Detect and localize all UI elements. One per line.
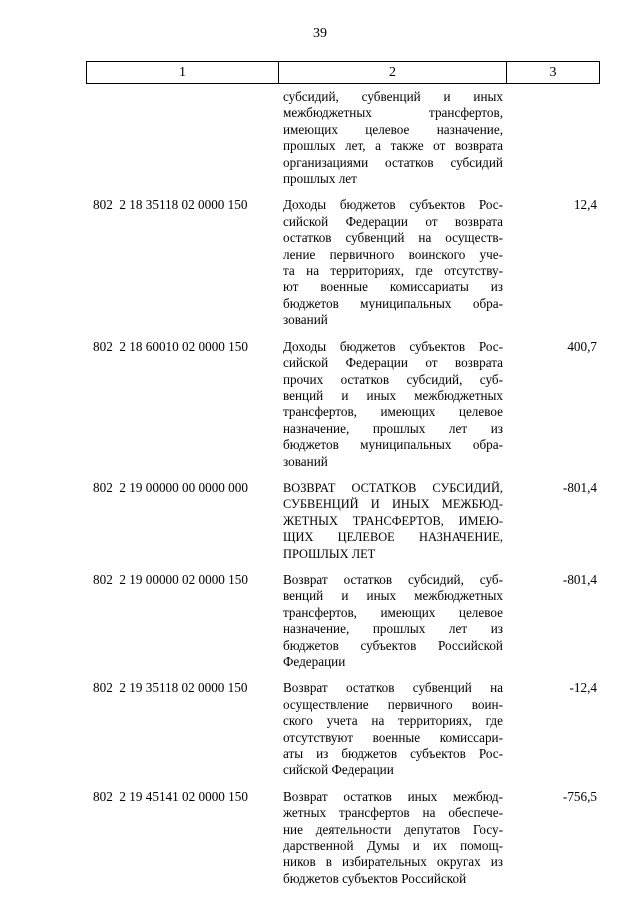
budget-code: 802 2 19 45141 02 0000 150 [93, 788, 248, 804]
description-line: сийской Федерации от возврата [283, 355, 503, 371]
table-row [0, 680, 640, 778]
budget-code: 802 2 19 00000 02 0000 150 [93, 571, 248, 587]
description-line: жетных трансфертов на обеспече- [283, 805, 503, 821]
description-line: венций и иных межбюджетных [283, 588, 503, 604]
description-line: ского учета на территориях, где [283, 713, 503, 729]
table-row [0, 197, 640, 328]
amount-value: -756,5 [562, 788, 597, 804]
description-line: назначение, прошлых лет из [283, 420, 503, 436]
description-line: та на территориях, где отсутству- [283, 263, 503, 279]
description-line: Возврат остатков субвенций на [283, 680, 503, 696]
table-row [0, 789, 640, 887]
description-line: дарственной Думы и их помощ- [283, 838, 503, 854]
description-line: ПРОШЛЫХ ЛЕТ [283, 546, 376, 561]
description-line: венций и иных межбюджетных [283, 387, 503, 403]
description-line: ление первичного воинского уче- [283, 246, 503, 262]
description-line: бюджетов субъектов Российской [283, 870, 467, 886]
description-line: межбюджетных трансфертов, [283, 105, 503, 121]
description-line: ников в избирательных округах из [283, 854, 503, 870]
revenue-description [283, 339, 503, 470]
description-line: Возврат остатков субсидий, суб- [283, 571, 503, 587]
description-line: Доходы бюджетов субъектов Рос- [283, 338, 503, 354]
description-line: аты из бюджетов субъектов Рос- [283, 746, 503, 762]
description-line: бюджетов муниципальных обра- [283, 437, 503, 453]
description-line: прошлых лет, а также от возврата [283, 138, 503, 154]
description-line: остатков субвенций на осуществ- [283, 230, 503, 246]
amount-value: -801,4 [562, 571, 597, 587]
table-row [0, 339, 640, 470]
description-line: ют военные комиссариаты из [283, 279, 503, 295]
table-row [0, 480, 640, 562]
description-line: сийской Федерации [283, 762, 394, 778]
revenue-description [283, 572, 503, 670]
description-line: прошлых лет [283, 171, 357, 187]
amount-value: 12,4 [573, 197, 597, 213]
description-line: зований [283, 453, 328, 469]
header-col-2: 2 [279, 62, 507, 83]
description-line: ние деятельности депутатов Госу- [283, 821, 503, 837]
budget-code: 802 2 19 35118 02 0000 150 [93, 680, 248, 696]
description-line: назначение, прошлых лет из [283, 621, 503, 637]
table-row [0, 89, 640, 187]
description-line: ЖЕТНЫХ ТРАНСФЕРТОВ, ИМЕЮ- [283, 513, 503, 528]
description-line: Возврат остатков иных межбюд- [283, 788, 503, 804]
description-line: прочих остатков субсидий, суб- [283, 371, 503, 387]
description-line: отсутствуют военные комиссари- [283, 729, 503, 745]
description-line: субсидий, субвенций и иных [283, 89, 503, 104]
page-number: 39 [313, 26, 327, 41]
revenue-description [283, 197, 503, 328]
amount-value: 400,7 [567, 338, 597, 354]
description-line: имеющих целевое назначение, [283, 121, 503, 137]
description-line: Федерации [283, 654, 346, 669]
description-line: трансфертов, имеющих целевое [283, 404, 503, 420]
description-line: бюджетов муниципальных обра- [283, 295, 503, 311]
budget-code: 802 2 19 00000 00 0000 000 [93, 479, 248, 495]
description-line: трансфертов, имеющих целевое [283, 604, 503, 620]
description-line: организациями остатков субсидий [283, 154, 503, 170]
description-line: осуществление первичного воин- [283, 696, 503, 712]
budget-code: 802 2 18 60010 02 0000 150 [93, 338, 248, 354]
description-line: СУБВЕНЦИЙ И ИНЫХ МЕЖБЮД- [283, 497, 503, 512]
budget-code: 802 2 18 35118 02 0000 150 [93, 197, 248, 213]
description-line: зований [283, 312, 328, 328]
description-line: ВОЗВРАТ ОСТАТКОВ СУБСИДИЙ, [283, 480, 503, 495]
description-line: сийской Федерации от возврата [283, 213, 503, 229]
revenue-description [283, 789, 503, 887]
description-line: Доходы бюджетов субъектов Рос- [283, 197, 503, 213]
amount-value: -801,4 [562, 479, 597, 495]
amount-value: -12,4 [569, 680, 597, 696]
description-line: ЩИХ ЦЕЛЕВОЕ НАЗНАЧЕНИЕ, [283, 530, 503, 545]
description-line: бюджетов субъектов Российской [283, 637, 503, 653]
table-row [0, 572, 640, 670]
revenue-description [283, 89, 503, 187]
table-body [0, 89, 640, 887]
header-col-3: 3 [549, 64, 557, 80]
header-col-1: 1 [87, 62, 279, 83]
revenue-description [283, 680, 503, 778]
table-header [86, 61, 600, 84]
revenue-description [283, 480, 503, 562]
